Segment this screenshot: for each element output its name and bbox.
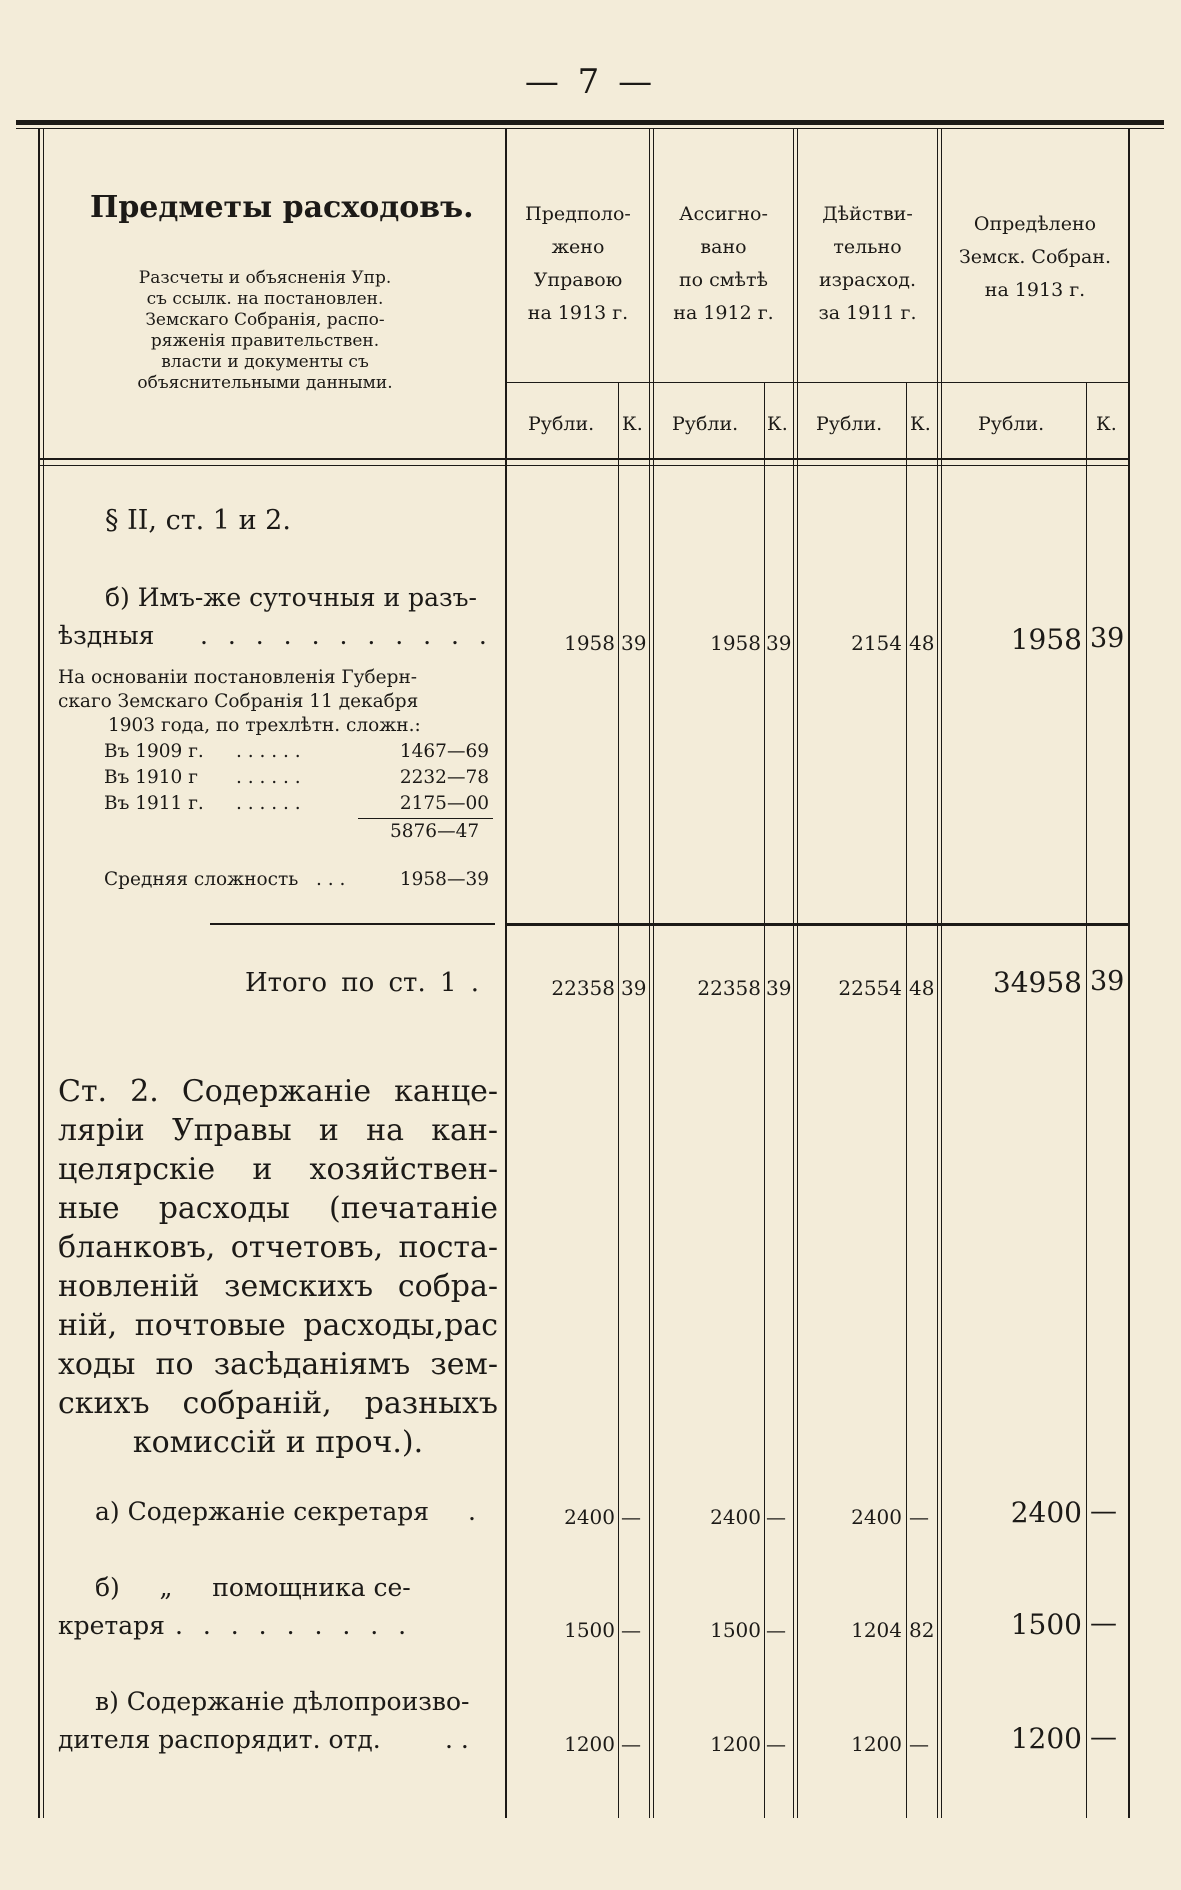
row-a-label: а) Содержаніе секретаря xyxy=(95,1497,430,1526)
header-line: на 1913 г. xyxy=(527,302,629,324)
art2-line: Ст. 2. Содержаніе канце- xyxy=(58,1074,498,1109)
total-rub-1: 22358 xyxy=(551,976,615,1000)
row-b-label: б) „ помощника се- xyxy=(95,1573,411,1602)
a-kop-4: — xyxy=(1090,1496,1117,1527)
subject-desc-line: Разсчеты и объясненія Упр. xyxy=(138,268,392,288)
row-v-line2: дителя распорядит. отд. xyxy=(58,1725,381,1754)
total-rub-2: 22358 xyxy=(697,976,761,1000)
unit-rub-3: Рубли. xyxy=(816,413,883,435)
unit-kop-1: К. xyxy=(622,413,643,435)
year-dots: . . . . . . xyxy=(236,793,301,814)
v-rub-1: 1200 xyxy=(564,1732,615,1756)
header-line: тельно xyxy=(833,236,902,258)
rb-rub-2: 1500 xyxy=(710,1618,761,1642)
subject-desc-line: съ ссылк. на постановлен. xyxy=(146,289,384,309)
year-label: Въ 1911 г. xyxy=(104,793,204,814)
b-kop-4: 39 xyxy=(1090,623,1125,654)
year-value: 2175—00 xyxy=(399,793,489,814)
header-line: Управою xyxy=(533,269,623,291)
unit-rub-4: Рубли. xyxy=(978,413,1045,435)
header-bottom-rule xyxy=(40,458,1128,460)
row-a-dots: . xyxy=(468,1497,476,1526)
b-kop-2: 39 xyxy=(766,631,792,655)
section-heading: § II, ст. 1 и 2. xyxy=(105,505,291,536)
average-dots: . . . xyxy=(316,869,346,890)
v-kop-2: — xyxy=(766,1732,786,1756)
v-kop-1: — xyxy=(621,1732,641,1756)
subject-title: Предметы расходовъ. xyxy=(90,190,474,225)
art2-line: новленій земскихъ собра- xyxy=(58,1269,498,1304)
year-label: Въ 1910 г xyxy=(104,767,198,788)
header-line: Дѣйстви- xyxy=(822,203,913,225)
average-label: Средняя сложность xyxy=(104,869,299,890)
b-rub-1: 1958 xyxy=(564,631,615,655)
header-unit-line xyxy=(507,382,1128,383)
year-row xyxy=(104,792,489,816)
a-kop-3: — xyxy=(909,1505,929,1529)
art2-line: ній, почтовые расходы,рас xyxy=(58,1308,498,1343)
average-row xyxy=(104,868,489,892)
header-line: на 1912 г. xyxy=(673,302,774,324)
row-v-label: в) Содержаніе дѣлопроизво- xyxy=(95,1687,470,1716)
col-header-proposed xyxy=(507,198,649,330)
subject-description xyxy=(110,268,420,394)
unit-kop-3: К. xyxy=(910,413,931,435)
row-b-dots: . . . . . . . . . xyxy=(175,1611,413,1640)
row-b-line2: кретаря xyxy=(58,1611,165,1640)
kop-sep-2 xyxy=(764,382,765,1818)
left-border-2 xyxy=(43,128,44,1818)
item-b-line1: б) Имъ-же суточныя и разъ- xyxy=(105,583,477,612)
rb-rub-1: 1500 xyxy=(564,1618,615,1642)
year-dots: . . . . . . xyxy=(236,767,301,788)
subject-desc-line: власти и документы съ xyxy=(161,352,369,372)
kop-sep-3 xyxy=(906,382,907,1818)
sum-value: 5876—47 xyxy=(390,821,480,842)
rb-rub-3: 1204 xyxy=(851,1618,902,1642)
a-rub-4: 2400 xyxy=(1010,1496,1082,1529)
b-rub-4: 1958 xyxy=(1010,623,1082,656)
year-value: 1467—69 xyxy=(399,741,489,762)
b-rub-3: 2154 xyxy=(851,631,902,655)
article-2-text xyxy=(58,1072,498,1462)
unit-rub-2: Рубли. xyxy=(672,413,739,435)
header-line: Предполо- xyxy=(525,203,631,225)
header-line: жено xyxy=(551,236,605,258)
item-b-line2: ѣздныя xyxy=(58,621,155,650)
rb-kop-2: — xyxy=(766,1618,786,1642)
a-kop-2: — xyxy=(766,1505,786,1529)
sum-line xyxy=(358,818,493,819)
year-row xyxy=(104,766,489,790)
basis-line: На основаніи постановленія Губерн- xyxy=(58,667,418,688)
rb-kop-3: 82 xyxy=(909,1618,935,1642)
total-kop-2: 39 xyxy=(766,976,792,1000)
total-kop-3: 48 xyxy=(909,976,935,1000)
header-line: Опредѣлено xyxy=(973,213,1097,235)
total-kop-1: 39 xyxy=(621,976,647,1000)
b-rub-2: 1958 xyxy=(710,631,761,655)
total-rub-3: 22554 xyxy=(838,976,902,1000)
header-line: Ассигно- xyxy=(679,203,768,225)
v-rub-2: 1200 xyxy=(710,1732,761,1756)
subject-desc-line: Земскаго Собранія, распо- xyxy=(145,310,385,330)
total-kop-4: 39 xyxy=(1090,966,1125,997)
basis-line: скаго Земскаго Собранія 11 декабря xyxy=(58,691,419,712)
row-v-dots: . . xyxy=(445,1725,469,1754)
art2-line: ходы по засѣданіямъ зем- xyxy=(58,1347,498,1382)
header-line: вано xyxy=(700,236,747,258)
unit-rub-1: Рубли. xyxy=(528,413,595,435)
rb-rub-4: 1500 xyxy=(1010,1608,1082,1641)
a-rub-1: 2400 xyxy=(564,1505,615,1529)
total-rule-left xyxy=(210,923,495,925)
header-line: израсход. xyxy=(818,269,917,291)
v-kop-3: — xyxy=(909,1732,929,1756)
item-b-basis xyxy=(58,666,488,738)
header-line: на 1913 г. xyxy=(984,279,1086,301)
a-kop-1: — xyxy=(621,1505,641,1529)
art2-line: комиссій и проч.). xyxy=(132,1425,424,1460)
year-dots: . . . . . . xyxy=(236,741,301,762)
header-line: по смѣтѣ xyxy=(679,269,768,291)
b-kop-1: 39 xyxy=(621,631,647,655)
total-rule xyxy=(505,923,1128,926)
year-value: 2232—78 xyxy=(399,767,489,788)
right-border xyxy=(1128,128,1130,1818)
header-line: Земск. Собран. xyxy=(958,246,1112,268)
subject-desc-line: ряженія правительствен. xyxy=(150,331,380,351)
left-border xyxy=(38,128,40,1818)
col-header-spent xyxy=(798,198,937,330)
art2-line: целярскіе и хозяйствен- xyxy=(58,1152,498,1187)
year-label: Въ 1909 г. xyxy=(104,741,204,762)
top-rule-thin xyxy=(16,128,1164,129)
total-label: Итого по ст. 1 . xyxy=(245,968,480,998)
basis-line: 1903 года, по трехлѣтн. сложн.: xyxy=(108,715,421,736)
average-value: 1958—39 xyxy=(399,869,489,890)
col-header-assigned xyxy=(654,198,793,330)
b-kop-3: 48 xyxy=(909,631,935,655)
subject-desc-line: объяснительными данными. xyxy=(137,373,393,393)
header-bottom-rule-2 xyxy=(40,465,1128,466)
total-rub-4: 34958 xyxy=(992,966,1082,999)
art2-line: ные расходы (печатаніе xyxy=(58,1191,498,1226)
v-kop-4: — xyxy=(1090,1722,1117,1753)
unit-kop-2: К. xyxy=(767,413,788,435)
kop-sep-4 xyxy=(1086,382,1087,1818)
a-rub-3: 2400 xyxy=(851,1505,902,1529)
a-rub-2: 2400 xyxy=(710,1505,761,1529)
header-line: за 1911 г. xyxy=(818,302,917,324)
v-rub-4: 1200 xyxy=(1010,1722,1082,1755)
rb-kop-1: — xyxy=(621,1618,641,1642)
year-row xyxy=(104,740,489,764)
v-rub-3: 1200 xyxy=(851,1732,902,1756)
kop-sep-1 xyxy=(618,382,619,1818)
top-rule xyxy=(16,120,1164,125)
page-number: — 7 — xyxy=(524,62,657,102)
item-b-dots: . . . . . . . . . . . xyxy=(200,621,493,650)
art2-line: ляріи Управы и на кан- xyxy=(58,1113,498,1148)
col-header-determined xyxy=(942,208,1128,307)
art2-line: скихъ собраній, разныхъ xyxy=(58,1386,498,1421)
rb-kop-4: — xyxy=(1090,1608,1117,1639)
unit-kop-4: К. xyxy=(1096,413,1117,435)
art2-line: бланковъ, отчетовъ, поста- xyxy=(58,1230,498,1265)
